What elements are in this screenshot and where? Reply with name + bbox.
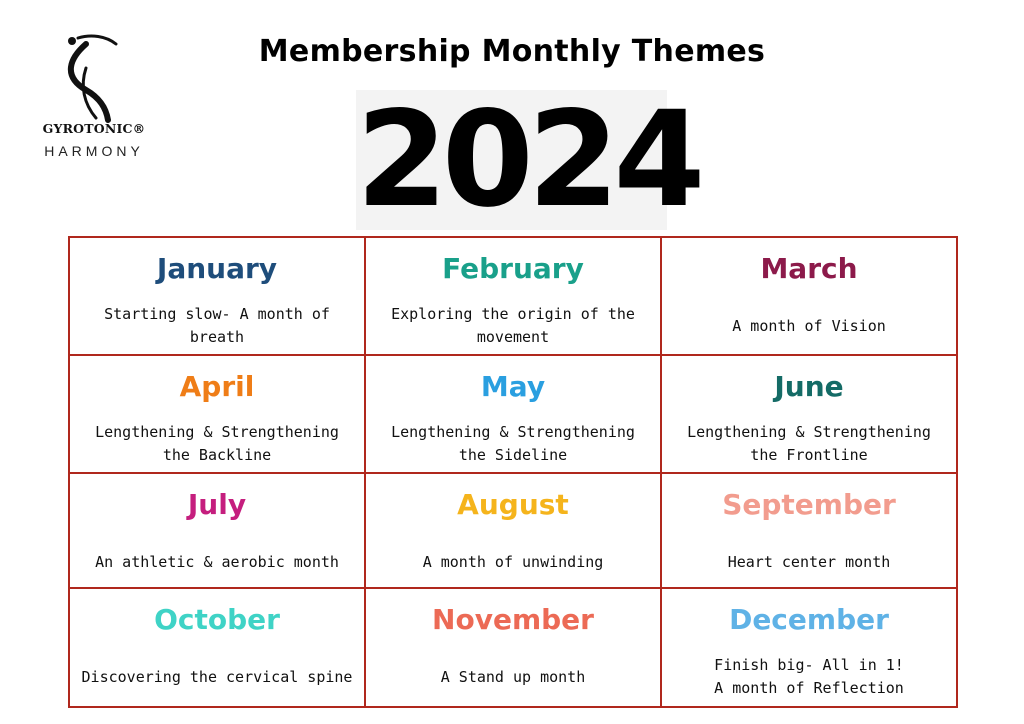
month-cell-july [70, 474, 366, 589]
month-grid [68, 236, 958, 708]
month-title: March [760, 252, 858, 285]
page-title: Membership Monthly Themes [258, 34, 766, 69]
month-theme: An athletic & aerobic month [95, 552, 339, 571]
month-title: June [774, 370, 844, 403]
month-cell-october [70, 589, 366, 706]
month-theme: A month of unwinding [422, 552, 604, 571]
logo-sub-text: HARMONY [44, 143, 144, 159]
month-theme: Lengthening & Strengthening the Sideline [391, 423, 635, 464]
year-banner [356, 83, 700, 237]
month-theme: Discovering the cervical spine [81, 667, 353, 686]
month-theme: A month of Vision [732, 316, 886, 335]
month-title: August [457, 488, 569, 521]
month-title: July [187, 488, 247, 521]
month-title: November [432, 603, 594, 636]
month-cell-april [70, 356, 366, 474]
year-text: 2024 [356, 83, 700, 237]
month-cell-january [70, 238, 366, 356]
month-theme: Lengthening & Strengthening the Backline [95, 423, 339, 464]
month-title: December [729, 603, 889, 636]
month-theme: Exploring the origin of the movement [391, 305, 635, 346]
month-title: February [442, 252, 584, 285]
logo-brand-text: GYROTONIC® [42, 121, 146, 136]
month-cell-september [662, 474, 956, 589]
month-theme: Lengthening & Strengthening the Frontline [687, 423, 931, 464]
month-title: September [722, 488, 896, 521]
month-title: October [154, 603, 280, 636]
month-title: January [156, 252, 278, 285]
month-cell-february [366, 238, 662, 356]
month-cell-may [366, 356, 662, 474]
month-cell-march [662, 238, 956, 356]
month-theme: A Stand up month [440, 667, 586, 686]
month-cell-august [366, 474, 662, 589]
month-title: May [480, 370, 546, 403]
month-title: April [179, 370, 255, 403]
month-theme: Finish big- All in 1! A month of Reflection [714, 656, 904, 697]
month-cell-december [662, 589, 956, 706]
month-theme: Heart center month [727, 552, 891, 571]
month-cell-june [662, 356, 956, 474]
month-theme: Starting slow- A month of breath [104, 305, 330, 346]
month-cell-november [366, 589, 662, 706]
